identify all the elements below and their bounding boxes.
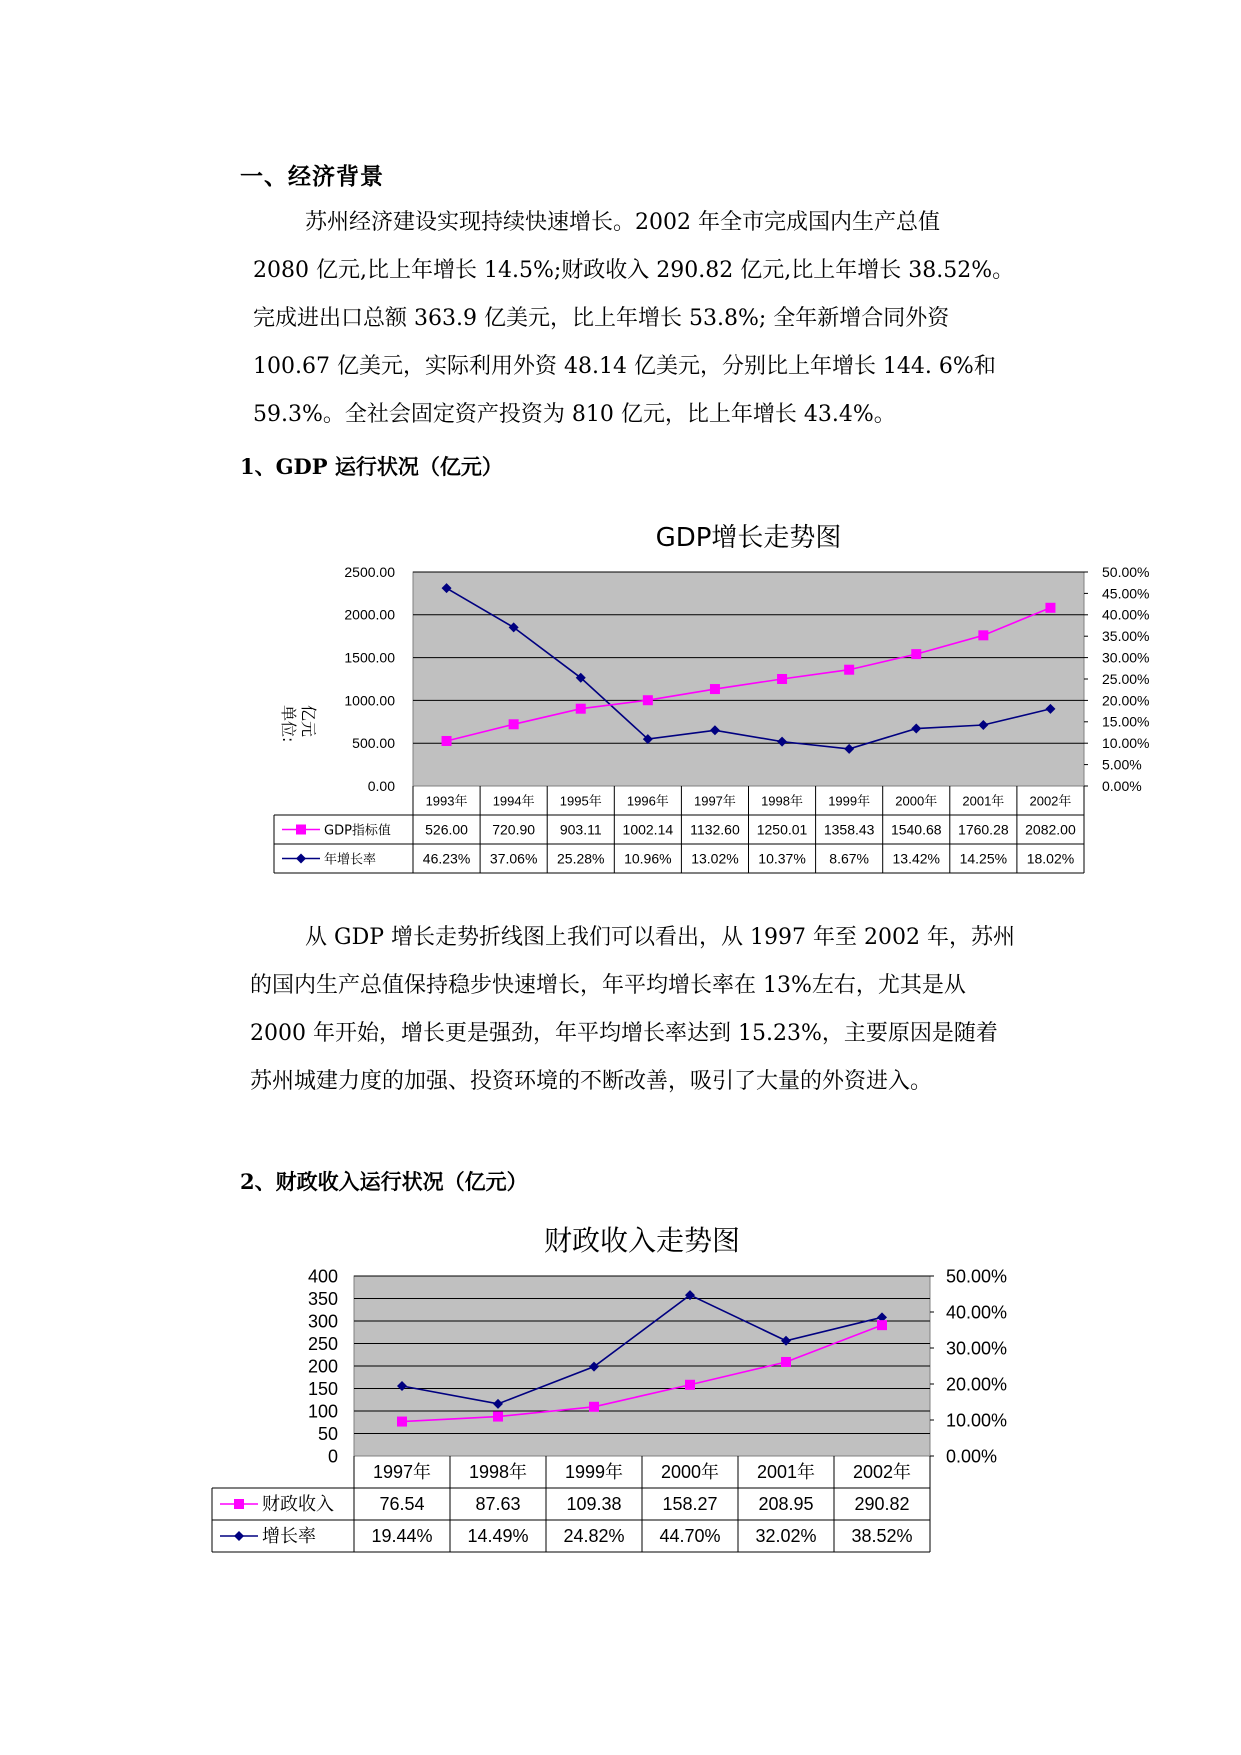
data-value-label: 13.02% bbox=[691, 850, 739, 867]
data-value-label: 720.90 bbox=[492, 821, 536, 838]
left-axis-tick-label: 150 bbox=[307, 1378, 338, 1399]
left-axis-tick-label: 1000.00 bbox=[344, 692, 395, 709]
fiscal-section-heading: 2、财政收入运行状况（亿元） bbox=[240, 1169, 528, 1194]
right-axis-tick-label: 5.00% bbox=[1102, 756, 1142, 773]
data-value-label: 38.52% bbox=[851, 1525, 913, 1546]
right-axis-tick-label: 40.00% bbox=[1102, 606, 1150, 623]
chart-title: GDP增长走势图 bbox=[655, 523, 842, 553]
legend-series-name: GDP指标值 bbox=[324, 823, 391, 839]
data-value-label: 1540.68 bbox=[890, 821, 942, 838]
left-axis-tick-label: 50 bbox=[317, 1423, 338, 1444]
gdp-section-heading: 1、GDP 运行状况（亿元） bbox=[240, 454, 503, 479]
right-axis-tick-label: 0.00% bbox=[946, 1446, 998, 1467]
right-axis-tick-label: 50.00% bbox=[946, 1266, 1008, 1287]
right-axis-tick-label: 10.00% bbox=[946, 1410, 1008, 1431]
gdp-analysis-line-4: 苏州城建力度的加强、投资环境的不断改善，吸引了大量的外资进入。 bbox=[250, 1069, 933, 1094]
data-value-label: 37.06% bbox=[489, 850, 538, 867]
data-point-square bbox=[781, 1357, 791, 1367]
data-value-label: 44.70% bbox=[659, 1525, 721, 1546]
right-axis-tick-label: 0.00% bbox=[1102, 777, 1142, 794]
right-axis-tick-label: 20.00% bbox=[946, 1374, 1008, 1395]
intro-paragraph-line-4: 100.67 亿美元，实际利用外资 48.14 亿美元，分别比上年增长 144. 6%和 bbox=[253, 354, 996, 379]
category-label: 2002年 bbox=[1029, 793, 1072, 809]
right-axis-tick-label: 45.00% bbox=[1102, 585, 1150, 602]
gdp-analysis-line-3: 2000 年开始，增长更是强劲，年平均增长率达到 15.23%，主要原因是随着 bbox=[250, 1021, 998, 1046]
data-value-label: 13.42% bbox=[892, 850, 940, 867]
category-label: 1998年 bbox=[761, 793, 804, 809]
data-value-label: 109.38 bbox=[566, 1493, 622, 1514]
right-axis-tick-label: 20.00% bbox=[1102, 692, 1150, 709]
legend-marker-key bbox=[234, 1531, 244, 1541]
intro-paragraph-line-2: 2080 亿元,比上年增长 14.5%;财政收入 290.82 亿元,比上年增长 38.52%。 bbox=[253, 258, 1015, 283]
left-axis-tick-label: 0 bbox=[327, 1446, 338, 1467]
data-value-label: 76.54 bbox=[379, 1493, 425, 1514]
y-axis-label-part: 单位: bbox=[279, 705, 298, 743]
data-value-label: 290.82 bbox=[854, 1493, 910, 1514]
y-axis-label-part: 亿元 bbox=[299, 705, 318, 738]
left-axis-tick-label: 0.00 bbox=[367, 777, 395, 794]
left-axis-tick-label: 2000.00 bbox=[344, 606, 395, 623]
data-point-square bbox=[493, 1412, 503, 1422]
section-heading-economic-background: 一、经济背景 bbox=[240, 163, 384, 190]
data-value-label: 2082.00 bbox=[1025, 821, 1076, 838]
right-axis-tick-label: 30.00% bbox=[946, 1338, 1008, 1359]
data-value-label: 19.44% bbox=[371, 1525, 433, 1546]
right-axis-tick-label: 10.00% bbox=[1102, 735, 1150, 752]
right-axis-tick-label: 35.00% bbox=[1102, 628, 1150, 645]
left-axis-tick-label: 1500.00 bbox=[344, 649, 395, 666]
left-axis-tick-label: 350 bbox=[307, 1288, 338, 1309]
data-value-label: 1132.60 bbox=[690, 821, 740, 838]
data-value-label: 24.82% bbox=[563, 1525, 625, 1546]
data-point-square bbox=[589, 1402, 599, 1412]
category-label: 2000年 bbox=[660, 1461, 720, 1482]
left-axis-tick-label: 500.00 bbox=[352, 735, 395, 752]
right-axis-tick-label: 30.00% bbox=[1102, 649, 1150, 666]
right-axis-tick-label: 25.00% bbox=[1102, 670, 1150, 687]
legend-series-name: 财政收入 bbox=[262, 1493, 334, 1515]
category-label: 1997年 bbox=[372, 1461, 432, 1482]
right-axis-tick-label: 40.00% bbox=[946, 1302, 1008, 1323]
category-label: 1999年 bbox=[828, 793, 871, 809]
data-value-label: 1250.01 bbox=[756, 821, 808, 838]
left-axis-tick-label: 200 bbox=[307, 1356, 338, 1377]
right-axis-tick-label: 50.00% bbox=[1102, 563, 1150, 580]
category-label: 2000年 bbox=[895, 793, 938, 809]
data-value-label: 18.02% bbox=[1026, 850, 1075, 867]
intro-paragraph-line-5: 59.3%。全社会固定资产投资为 810 亿元，比上年增长 43.4%。 bbox=[253, 402, 896, 427]
data-point-square bbox=[397, 1417, 407, 1427]
data-value-label: 208.95 bbox=[758, 1493, 814, 1514]
gdp-analysis-line-1: 从 GDP 增长走势折线图上我们可以看出，从 1997 年至 2002 年，苏州 bbox=[305, 925, 1015, 950]
legend-marker-key bbox=[234, 1499, 244, 1509]
data-value-label: 14.25% bbox=[959, 850, 1008, 867]
data-value-label: 14.49% bbox=[467, 1525, 529, 1546]
data-value-label: 10.96% bbox=[624, 850, 672, 867]
legend-series-name: 增长率 bbox=[262, 1525, 316, 1547]
intro-paragraph-line-1: 苏州经济建设实现持续快速增长。2002 年全市完成国内生产总值 bbox=[305, 210, 940, 235]
left-axis-tick-label: 2500.00 bbox=[344, 563, 395, 580]
category-label: 1999年 bbox=[564, 1461, 624, 1482]
right-axis-tick-label: 15.00% bbox=[1102, 713, 1150, 730]
data-value-label: 1760.28 bbox=[958, 821, 1009, 838]
data-value-label: 10.37% bbox=[758, 850, 806, 867]
data-value-label: 903.11 bbox=[559, 821, 602, 838]
left-axis-tick-label: 300 bbox=[307, 1311, 338, 1332]
left-axis-tick-label: 400 bbox=[307, 1266, 338, 1287]
category-label: 1995年 bbox=[559, 793, 602, 809]
category-label: 2002年 bbox=[852, 1461, 912, 1482]
data-value-label: 25.28% bbox=[557, 850, 605, 867]
data-value-label: 1358.43 bbox=[823, 821, 875, 838]
data-value-label: 32.02% bbox=[755, 1525, 817, 1546]
category-label: 1994年 bbox=[492, 793, 535, 809]
chart-title: 财政收入走势图 bbox=[543, 1224, 741, 1257]
category-label: 1996年 bbox=[626, 793, 669, 809]
data-value-label: 526.00 bbox=[425, 821, 468, 838]
data-value-label: 8.67% bbox=[829, 850, 870, 867]
data-point-square bbox=[685, 1380, 695, 1390]
data-value-label: 87.63 bbox=[475, 1493, 521, 1514]
data-point-square bbox=[877, 1320, 887, 1330]
legend-series-name: 年增长率 bbox=[324, 852, 377, 868]
left-axis-tick-label: 100 bbox=[307, 1401, 338, 1422]
gdp-analysis-line-2: 的国内生产总值保持稳步快速增长，年平均增长率在 13%左右，尤其是从 bbox=[250, 973, 966, 998]
category-label: 1997年 bbox=[693, 793, 736, 809]
data-value-label: 1002.14 bbox=[622, 821, 674, 838]
category-label: 2001年 bbox=[962, 793, 1005, 809]
category-label: 2001年 bbox=[756, 1461, 816, 1482]
intro-paragraph-line-3: 完成进出口总额 363.9 亿美元，比上年增长 53.8%; 全年新增合同外资 bbox=[253, 306, 950, 331]
data-value-label: 158.27 bbox=[662, 1493, 718, 1514]
category-label: 1998年 bbox=[468, 1461, 528, 1482]
data-value-label: 46.23% bbox=[422, 850, 471, 867]
category-label: 1993年 bbox=[425, 793, 468, 809]
left-axis-tick-label: 250 bbox=[307, 1333, 338, 1354]
